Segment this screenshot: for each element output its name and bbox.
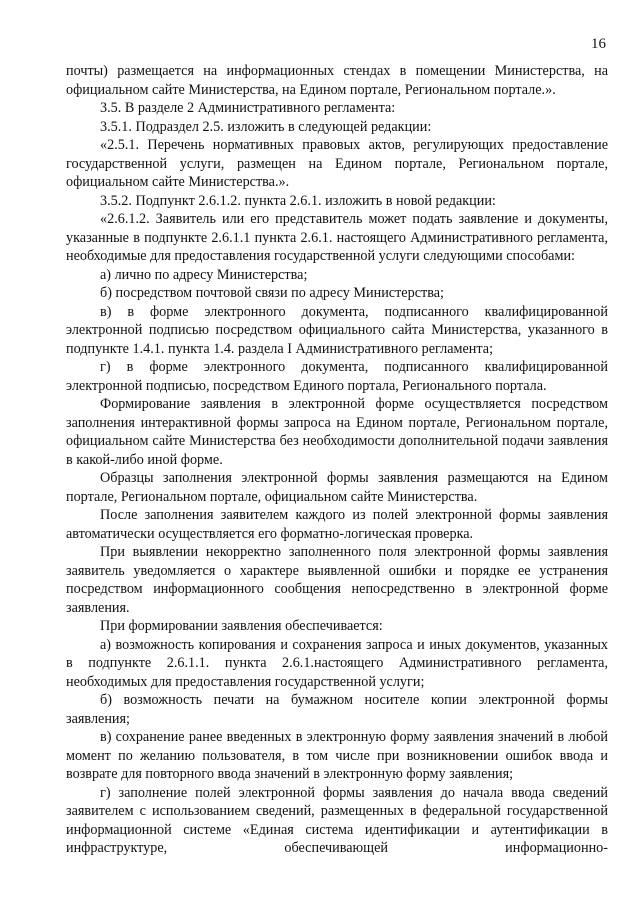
document-body xyxy=(66,62,608,858)
paragraph: г) в форме электронного документа, подписанного квалифицированной электронной подписью, посредством Единого портала, Регионального портала. xyxy=(66,359,608,394)
paragraph: «2.6.1.2. Заявитель или его представитель может подать заявление и документы, указанные в подпункте 2.6.1.1 пункта 2.6.1. настоящего Административного регламента, необходимые для предоставления государственной услуги следующими способами: xyxy=(66,211,608,264)
paragraph: в) сохранение ранее введенных в электронную форму заявления значений в любой момент по желанию пользователя, в том числе при возникновении ошибок ввода и возврате для повторного ввода значений в электронную форму заявления; xyxy=(66,729,608,782)
paragraph: 3.5.1. Подраздел 2.5. изложить в следующей редакции: xyxy=(100,118,432,135)
paragraph: Образцы заполнения электронной формы заявления размещаются на Едином портале, Региональном портале, официальном сайте Министерства. xyxy=(66,470,608,505)
paragraph: а) возможность копирования и сохранения запроса и иных документов, указанных в подпункте 2.6.1.1. пункта 2.6.1.настоящего Административного регламента, необходимых для предоставления государственной услуги; xyxy=(66,636,608,690)
paragraph: в) в форме электронного документа, подписанного квалифицированной электронной подписью посредством официального сайта Министерства, указанного в подпункте 1.4.1. пункта 1.4. раздела I Административного регламента; xyxy=(66,303,608,357)
paragraph: После заполнения заявителем каждого из полей электронной формы заявления автоматически осуществляется его форматно-логическая проверка. xyxy=(66,507,608,542)
paragraph: б) возможность печати на бумажном носителе копии электронной формы заявления; xyxy=(66,692,608,727)
paragraph: 3.5.2. Подпункт 2.6.1.2. пункта 2.6.1. изложить в новой редакции: xyxy=(100,192,496,209)
paragraph: б) посредством почтовой связи по адресу Министерства; xyxy=(100,285,444,301)
paragraph: а) лично по адресу Министерства; xyxy=(100,266,308,283)
paragraph: Формирование заявления в электронной форме осуществляется посредством заполнения интерактивной формы запроса на Едином портале, Региональном портале, официальном сайте Министерства без необходимости дополнительной подачи заявления в какой-либо иной форме. xyxy=(66,396,608,468)
paragraph: почты) размещается на информационных стендах в помещении Министерства, на официальном сайте Министерства, на Едином портале, Региональном портале.». xyxy=(66,63,608,98)
paragraph: «2.5.1. Перечень нормативных правовых актов, регулирующих предоставление государственной услуги, размещен на Едином портале, Региональном портале, официальном сайте Министерства.». xyxy=(66,137,608,190)
paragraph: При выявлении некорректно заполненного поля электронной формы заявления заявитель уведомляется о характере выявленной ошибки и порядке ее устранения посредством информационного сообщения непосредственно в электронной форме заявления. xyxy=(66,544,608,616)
page-number: 16 xyxy=(591,36,606,52)
paragraph: 3.5. В разделе 2 Административного регламента: xyxy=(100,100,396,116)
paragraph: г) заполнение полей электронной формы заявления до начала ввода сведений заявителем с использованием сведений, размещенных в федеральной государственной информационной системе «Единая система идентификации и аутентификации в инфраструктуре, обеспечивающей информационно- xyxy=(66,784,608,856)
paragraph: При формировании заявления обеспечивается: xyxy=(100,618,383,634)
